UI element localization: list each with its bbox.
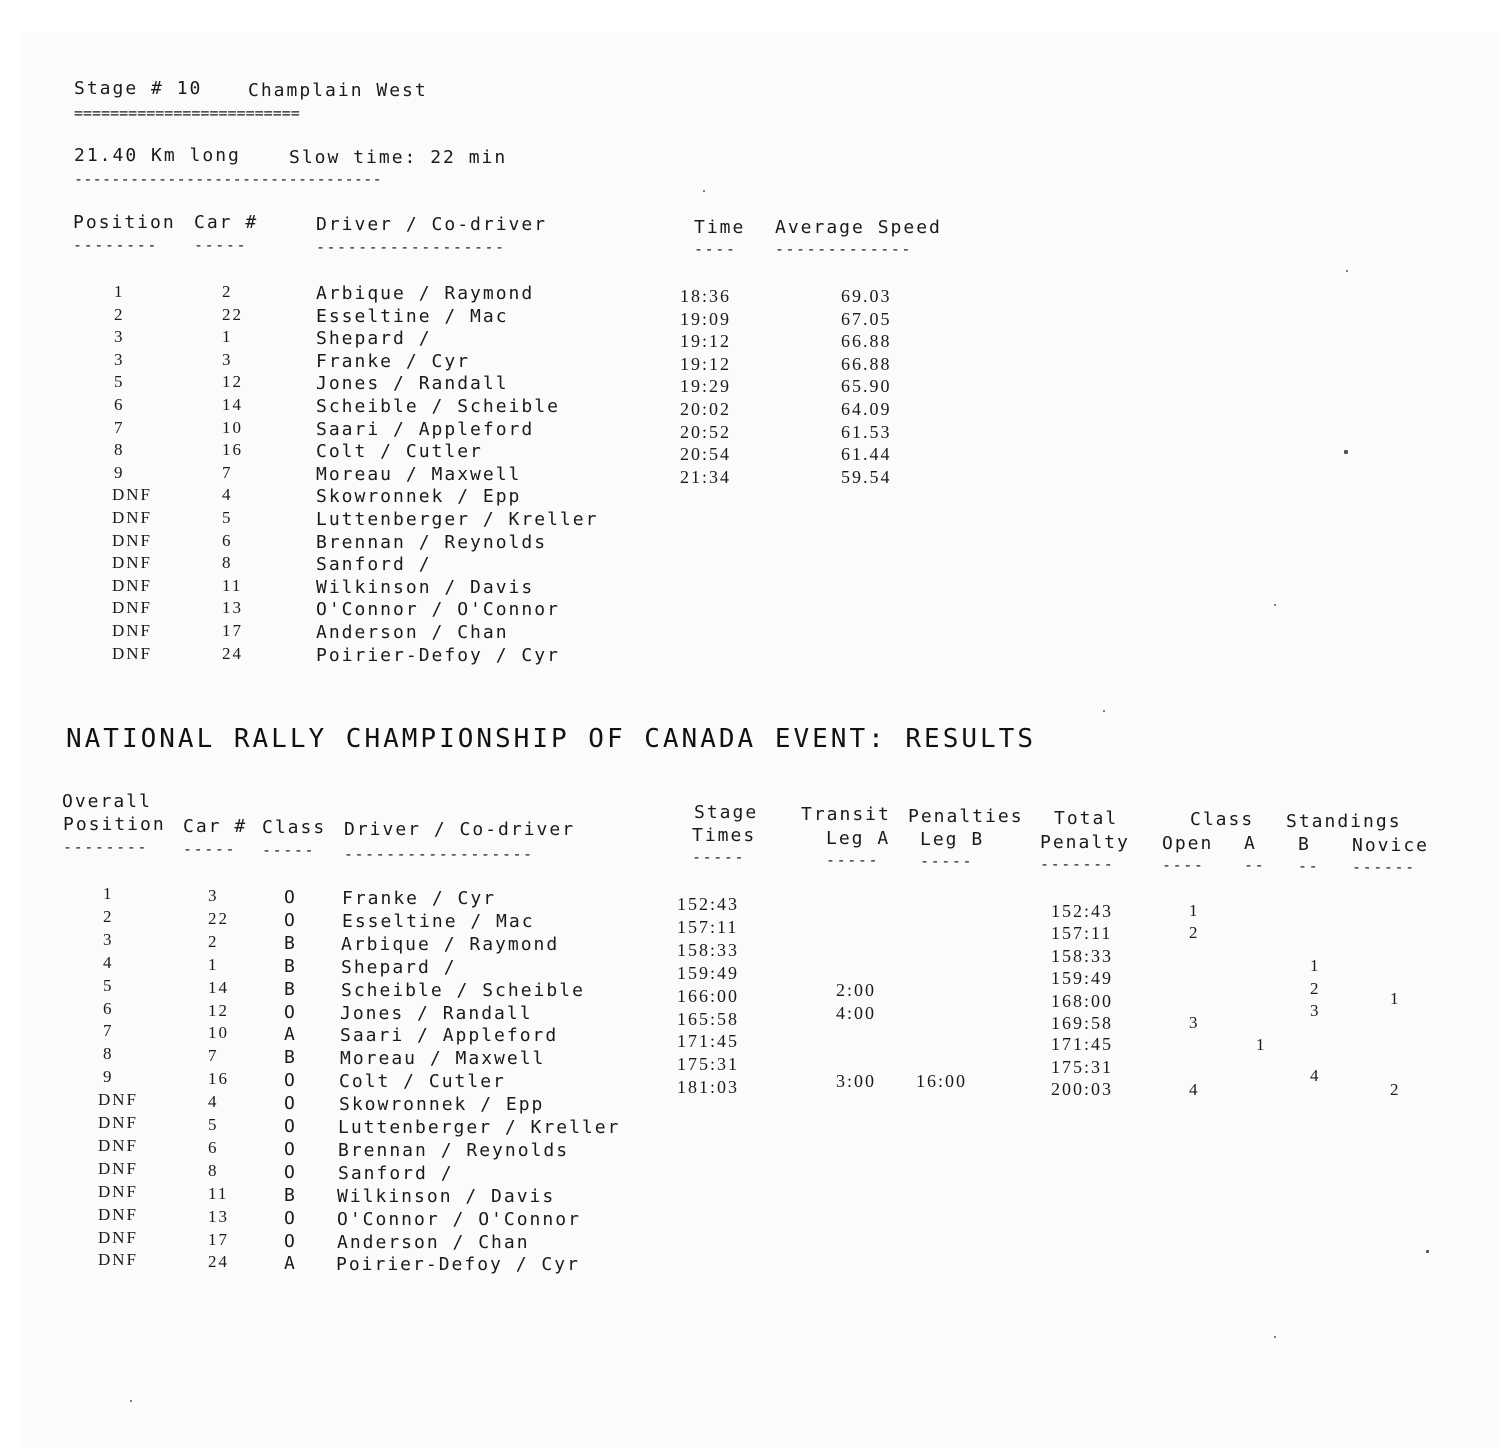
total-penalty-cell: 157:11 — [1051, 923, 1113, 943]
scan-speck — [1274, 604, 1276, 606]
header-a: A — [1244, 833, 1257, 854]
rule-leg-a: ----- — [826, 851, 880, 869]
driver-cell: Colt / Cutler — [316, 441, 483, 462]
time-cell: 18:36 — [680, 286, 732, 306]
class-b-cell: 3 — [1310, 1001, 1321, 1020]
car-number-cell: 16 — [222, 440, 243, 459]
stage-title: Stage # 10 — [74, 78, 203, 99]
speed-cell: 61.44 — [841, 444, 892, 464]
class-b-cell: 4 — [1310, 1066, 1321, 1085]
overall-position-cell: DNF — [98, 1136, 139, 1155]
overall-position-cell: DNF — [98, 1090, 139, 1109]
driver-cell: Franke / Cyr — [342, 888, 497, 909]
class-open-cell: 3 — [1189, 1013, 1200, 1032]
driver-cell: Jones / Randall — [340, 1003, 533, 1024]
speed-cell: 66.88 — [841, 331, 892, 351]
stage-title-rule: ========================= — [74, 104, 300, 122]
car-number-cell: 11 — [208, 1184, 229, 1203]
speed-cell: 64.09 — [841, 399, 892, 419]
total-penalty-cell: 159:49 — [1051, 968, 1114, 988]
position-cell: DNF — [112, 644, 153, 663]
driver-cell: Moreau / Maxwell — [340, 1048, 546, 1069]
speed-cell: 59.54 — [841, 467, 892, 487]
car-number-cell: 24 — [208, 1252, 229, 1271]
rule-driver: ------------------ — [344, 845, 534, 863]
car-number-cell: 6 — [208, 1138, 219, 1157]
speed-cell: 61.53 — [841, 422, 892, 442]
scan-speck — [1426, 1250, 1429, 1253]
rule-class: ----- — [262, 841, 316, 859]
driver-cell: Sanford / — [316, 554, 432, 575]
header-total: Total — [1054, 808, 1119, 829]
total-penalty-cell: 152:43 — [1051, 901, 1114, 921]
car-number-cell: 17 — [222, 621, 243, 640]
stage-times-cell: 152:43 — [677, 894, 740, 914]
header-driver: Driver / Co-driver — [316, 214, 548, 235]
results-banner: NATIONAL RALLY CHAMPIONSHIP OF CANADA EVENT: RESULTS — [66, 724, 1036, 754]
class-cell: B — [284, 933, 297, 954]
header-class-standings: Class — [1190, 809, 1255, 830]
speed-cell: 67.05 — [841, 309, 892, 329]
class-cell: O — [284, 910, 297, 931]
car-number-cell: 14 — [222, 395, 243, 414]
class-cell: O — [284, 1070, 297, 1091]
class-open-cell: 4 — [1189, 1080, 1200, 1099]
driver-cell: Scheible / Scheible — [316, 396, 560, 417]
overall-position-cell: DNF — [98, 1159, 139, 1178]
class-b-cell: 1 — [1310, 956, 1321, 975]
driver-cell: Arbique / Raymond — [316, 283, 535, 304]
header-novice: Novice — [1352, 835, 1430, 856]
driver-cell: Esseltine / Mac — [342, 911, 535, 932]
stage-times-cell: 159:49 — [677, 963, 740, 983]
overall-position-cell: 6 — [103, 999, 114, 1018]
header-penalties: Penalties — [908, 806, 1024, 827]
position-cell: 9 — [114, 463, 125, 482]
class-cell: O — [284, 1162, 297, 1183]
stage-times-cell: 158:33 — [677, 940, 740, 960]
car-number-cell: 3 — [208, 886, 219, 905]
position-cell: DNF — [112, 598, 153, 617]
time-cell: 20:02 — [680, 399, 732, 419]
header-class: Class — [262, 817, 327, 838]
rule-average-speed: ------------- — [775, 240, 912, 258]
driver-cell: Wilkinson / Davis — [316, 577, 535, 598]
car-number-cell: 2 — [222, 282, 233, 301]
header-penalty: Penalty — [1040, 832, 1130, 853]
car-number-cell: 13 — [208, 1207, 229, 1226]
position-cell: DNF — [112, 553, 153, 572]
position-cell: 3 — [114, 327, 125, 346]
total-penalty-cell: 175:31 — [1051, 1057, 1114, 1077]
driver-cell: Poirier-Defoy / Cyr — [336, 1254, 580, 1275]
overall-position-cell: 5 — [103, 976, 114, 995]
position-cell: DNF — [112, 485, 153, 504]
class-cell: B — [284, 1185, 297, 1206]
driver-cell: Brennan / Reynolds — [316, 532, 548, 553]
header-leg-b: Leg B — [920, 829, 985, 850]
transit-leg-a-cell: 2:00 — [836, 980, 877, 1000]
car-number-cell: 10 — [208, 1023, 229, 1042]
class-cell: O — [284, 1231, 297, 1252]
stage-times-cell: 157:11 — [677, 917, 739, 937]
rule-open: ---- — [1162, 856, 1205, 874]
time-cell: 19:09 — [680, 309, 732, 329]
stage-slow-time: Slow time: 22 min — [289, 147, 508, 168]
header-time: Time — [694, 217, 746, 238]
car-number-cell: 5 — [208, 1115, 219, 1134]
driver-cell: O'Connor / O'Connor — [337, 1209, 581, 1230]
total-penalty-cell: 158:33 — [1051, 946, 1114, 966]
transit-leg-a-cell: 3:00 — [836, 1071, 877, 1091]
driver-cell: Poirier-Defoy / Cyr — [316, 645, 560, 666]
speed-cell: 65.90 — [841, 376, 892, 396]
rule-position: -------- — [63, 838, 149, 856]
driver-cell: Anderson / Chan — [316, 622, 509, 643]
time-cell: 19:12 — [680, 354, 732, 374]
rule-car: ----- — [183, 840, 237, 858]
header-average-speed: Average Speed — [775, 217, 942, 238]
stage-location: Champlain West — [248, 80, 428, 101]
car-number-cell: 17 — [208, 1230, 229, 1249]
total-penalty-cell: 168:00 — [1051, 991, 1114, 1011]
rule-stage: ----- — [692, 848, 746, 866]
rule-time: ---- — [694, 240, 737, 258]
class-cell: O — [284, 1208, 297, 1229]
stage-length: 21.40 Km long — [74, 145, 241, 166]
time-cell: 20:54 — [680, 444, 732, 464]
position-cell: 8 — [114, 440, 125, 459]
header-position: Position — [73, 212, 176, 233]
car-number-cell: 7 — [208, 1046, 219, 1065]
stage-times-cell: 166:00 — [677, 986, 740, 1006]
position-cell: DNF — [112, 531, 153, 550]
total-penalty-cell: 169:58 — [1051, 1013, 1114, 1033]
driver-cell: Shepard / — [316, 328, 432, 349]
driver-cell: Franke / Cyr — [316, 351, 471, 372]
header-overall-position: Position — [63, 814, 166, 835]
car-number-cell: 10 — [222, 418, 243, 437]
car-number-cell: 8 — [208, 1161, 219, 1180]
car-number-cell: 16 — [208, 1069, 229, 1088]
penalty-leg-b-cell: 16:00 — [916, 1071, 968, 1091]
car-number-cell: 1 — [208, 955, 219, 974]
car-number-cell: 7 — [222, 463, 233, 482]
car-number-cell: 5 — [222, 508, 233, 527]
car-number-cell: 13 — [222, 598, 243, 617]
overall-position-cell: 8 — [103, 1044, 114, 1063]
car-number-cell: 12 — [222, 372, 243, 391]
class-cell: O — [284, 1116, 297, 1137]
speed-cell: 66.88 — [841, 354, 892, 374]
overall-position-cell: DNF — [98, 1113, 139, 1132]
position-cell: DNF — [112, 621, 153, 640]
header-transit: Transit — [801, 804, 891, 825]
class-open-cell: 2 — [1189, 923, 1200, 942]
overall-position-cell: DNF — [98, 1250, 139, 1269]
rule-driver: ------------------ — [316, 238, 506, 256]
class-cell: O — [284, 1139, 297, 1160]
driver-cell: O'Connor / O'Connor — [316, 599, 560, 620]
driver-cell: Sanford / — [338, 1163, 454, 1184]
overall-position-cell: DNF — [98, 1228, 139, 1247]
car-number-cell: 8 — [222, 553, 233, 572]
driver-cell: Jones / Randall — [316, 373, 509, 394]
driver-cell: Colt / Cutler — [339, 1071, 506, 1092]
class-cell: O — [284, 1093, 297, 1114]
driver-cell: Skowronnek / Epp — [339, 1094, 545, 1115]
class-cell: O — [284, 1002, 297, 1023]
car-number-cell: 22 — [208, 909, 229, 928]
position-cell: 1 — [114, 282, 125, 301]
class-cell: A — [284, 1253, 297, 1274]
rule-novice: ------ — [1352, 858, 1416, 876]
scan-speck — [1344, 450, 1348, 454]
driver-cell: Saari / Appleford — [340, 1025, 559, 1046]
class-novice-cell: 2 — [1390, 1080, 1401, 1099]
position-cell: DNF — [112, 508, 153, 527]
rule-penalty: ------- — [1040, 855, 1115, 873]
header-standings: Standings — [1286, 811, 1402, 832]
overall-position-cell: 2 — [103, 907, 114, 926]
rule-a: -- — [1244, 856, 1266, 874]
header-overall: Overall — [62, 791, 152, 812]
class-novice-cell: 1 — [1390, 989, 1401, 1008]
class-cell: B — [284, 956, 297, 977]
stage-info-rule: --------------------------------- — [74, 170, 382, 188]
class-cell: O — [284, 887, 297, 908]
driver-cell: Luttenberger / Kreller — [338, 1117, 621, 1138]
driver-cell: Arbique / Raymond — [341, 934, 560, 955]
position-cell: 3 — [114, 350, 125, 369]
car-number-cell: 1 — [222, 327, 233, 346]
position-cell: 5 — [114, 372, 125, 391]
driver-cell: Saari / Appleford — [316, 419, 535, 440]
driver-cell: Scheible / Scheible — [341, 980, 585, 1001]
position-cell: DNF — [112, 576, 153, 595]
car-number-cell: 11 — [222, 576, 243, 595]
stage-times-cell: 171:45 — [677, 1031, 740, 1051]
rule-position: -------- — [73, 236, 159, 254]
stage-times-cell: 165:58 — [677, 1009, 740, 1029]
header-car: Car # — [194, 212, 259, 233]
scan-speck — [1274, 1336, 1276, 1338]
overall-position-cell: 7 — [103, 1021, 114, 1040]
car-number-cell: 4 — [208, 1092, 219, 1111]
driver-cell: Moreau / Maxwell — [316, 464, 522, 485]
class-b-cell: 2 — [1310, 979, 1321, 998]
rule-leg-b: ----- — [920, 852, 974, 870]
transit-leg-a-cell: 4:00 — [836, 1003, 877, 1023]
speed-cell: 69.03 — [841, 286, 892, 306]
rule-car: ----- — [194, 236, 248, 254]
driver-cell: Luttenberger / Kreller — [316, 509, 599, 530]
overall-position-cell: DNF — [98, 1205, 139, 1224]
header-driver: Driver / Co-driver — [344, 819, 576, 840]
scan-speck — [1346, 270, 1348, 272]
position-cell: 7 — [114, 418, 125, 437]
header-stage: Stage — [694, 802, 759, 823]
driver-cell: Skowronnek / Epp — [316, 486, 522, 507]
scan-speck — [1103, 710, 1105, 712]
header-b: B — [1298, 834, 1311, 855]
time-cell: 19:12 — [680, 331, 732, 351]
overall-position-cell: 1 — [103, 884, 114, 903]
time-cell: 20:52 — [680, 422, 732, 442]
class-a-cell: 1 — [1256, 1035, 1267, 1054]
stage-times-cell: 181:03 — [677, 1077, 740, 1097]
header-times: Times — [692, 825, 757, 846]
time-cell: 19:29 — [680, 376, 732, 396]
stage-times-cell: 175:31 — [677, 1054, 740, 1074]
car-number-cell: 4 — [222, 485, 233, 504]
car-number-cell: 3 — [222, 350, 233, 369]
scan-speck — [130, 1400, 132, 1402]
car-number-cell: 12 — [208, 1001, 229, 1020]
car-number-cell: 24 — [222, 644, 243, 663]
car-number-cell: 6 — [222, 531, 233, 550]
overall-position-cell: 3 — [103, 930, 114, 949]
class-open-cell: 1 — [1189, 901, 1200, 920]
car-number-cell: 22 — [222, 305, 243, 324]
rule-b: -- — [1298, 857, 1320, 875]
driver-cell: Wilkinson / Davis — [337, 1186, 556, 1207]
total-penalty-cell: 171:45 — [1051, 1034, 1114, 1054]
header-leg-a: Leg A — [826, 828, 891, 849]
position-cell: 2 — [114, 305, 125, 324]
header-open: Open — [1162, 833, 1214, 854]
overall-position-cell: DNF — [98, 1182, 139, 1201]
class-cell: A — [284, 1024, 297, 1045]
header-car: Car # — [183, 816, 248, 837]
driver-cell: Anderson / Chan — [337, 1232, 530, 1253]
car-number-cell: 14 — [208, 978, 229, 997]
overall-position-cell: 9 — [103, 1067, 114, 1086]
scan-speck — [703, 190, 705, 192]
overall-position-cell: 4 — [103, 953, 114, 972]
car-number-cell: 2 — [208, 932, 219, 951]
time-cell: 21:34 — [680, 467, 732, 487]
driver-cell: Esseltine / Mac — [316, 306, 509, 327]
total-penalty-cell: 200:03 — [1051, 1079, 1114, 1099]
class-cell: B — [284, 979, 297, 1000]
driver-cell: Brennan / Reynolds — [338, 1140, 570, 1161]
driver-cell: Shepard / — [341, 957, 457, 978]
class-cell: B — [284, 1047, 297, 1068]
position-cell: 6 — [114, 395, 125, 414]
